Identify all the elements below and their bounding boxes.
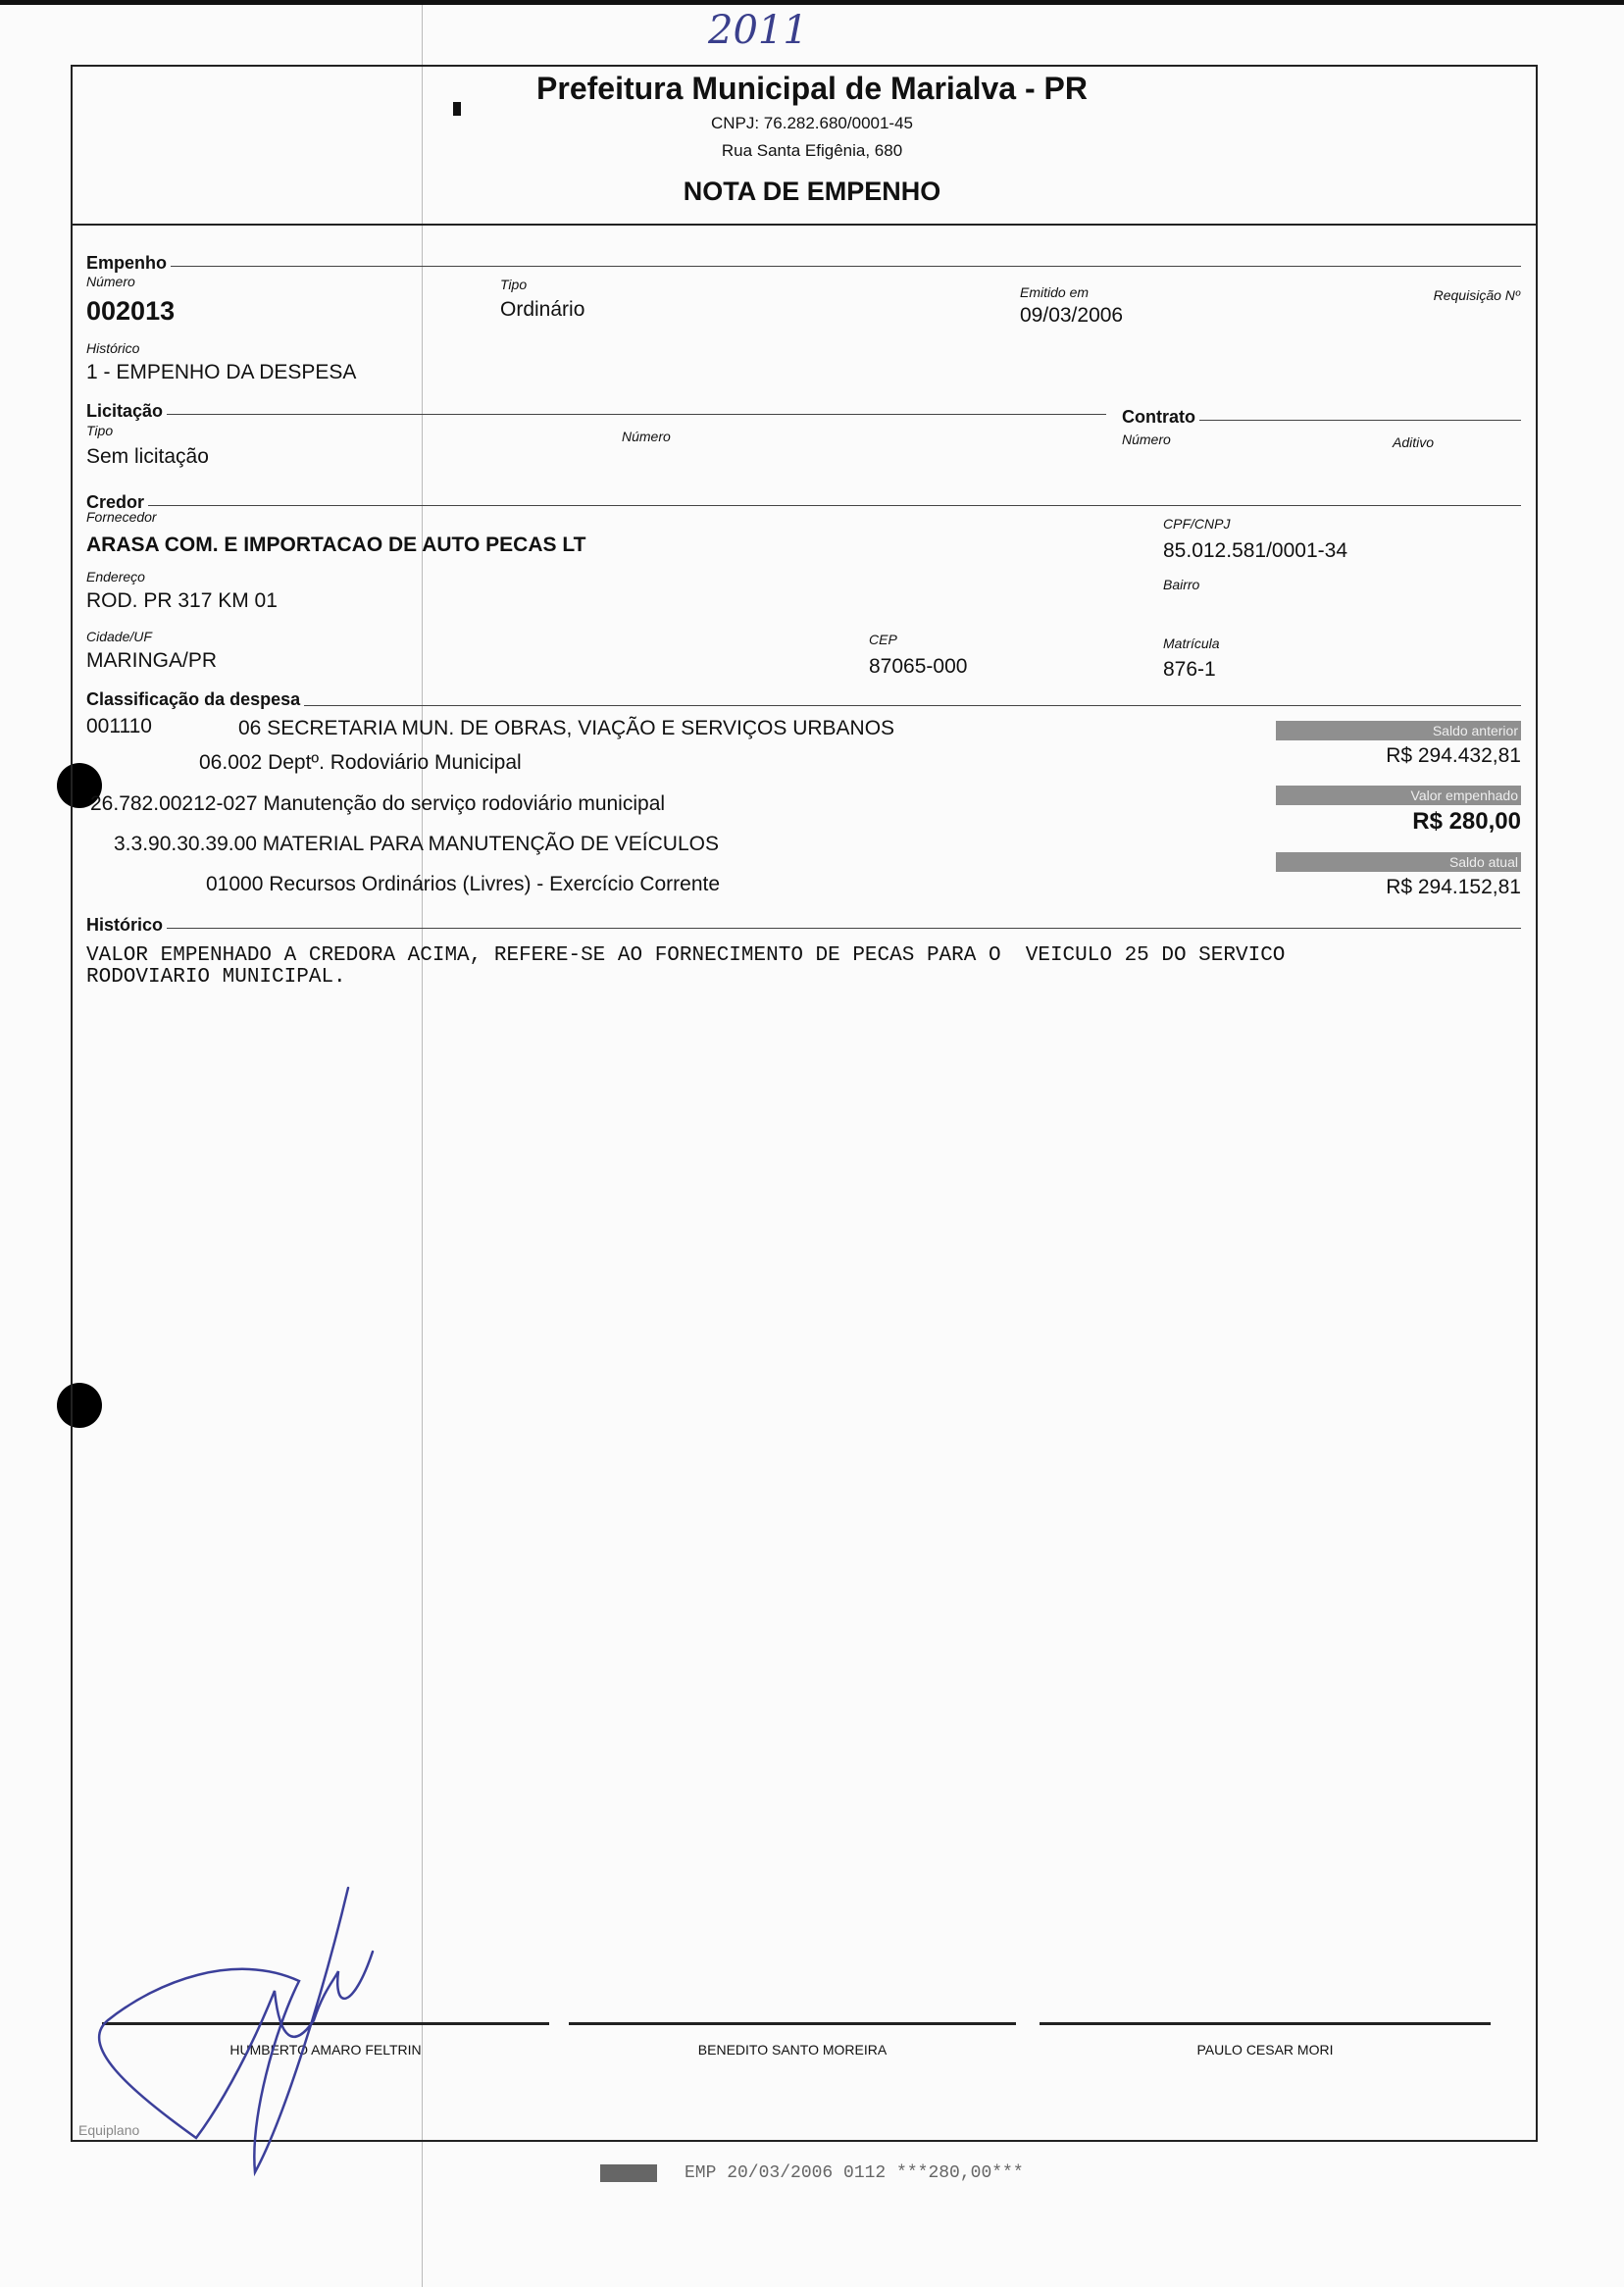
handwritten-year: 2011 bbox=[708, 8, 808, 53]
cep-label: CEP bbox=[869, 632, 897, 647]
software-label: Equiplano bbox=[78, 2122, 140, 2138]
requisicao-label: Requisição Nº bbox=[1433, 287, 1520, 303]
classificacao-line4: 3.3.90.30.39.00 MATERIAL PARA MANUTENÇÃO DE VEÍCULOS bbox=[114, 833, 719, 855]
empenho-numero-label: Número bbox=[86, 274, 135, 289]
signatory-3: PAULO CESAR MORI bbox=[1196, 2042, 1334, 2058]
credor-rule bbox=[86, 505, 1521, 506]
classificacao-line3: 26.782.00212-027 Manutenção do serviço rodoviário municipal bbox=[90, 792, 666, 815]
contrato-numero-label: Número bbox=[1122, 432, 1171, 447]
address-text: Rua Santa Efigênia, 680 bbox=[721, 141, 903, 160]
endereco-label: Endereço bbox=[86, 569, 145, 584]
cpf-label: CPF/CNPJ bbox=[1163, 516, 1231, 532]
signatory-1: HUMBERTO AMARO FELTRIN bbox=[229, 2042, 422, 2058]
bairro-label: Bairro bbox=[1163, 577, 1200, 592]
footer-stamp: EMP 20/03/2006 0112 ***280,00*** bbox=[685, 2163, 1024, 2183]
empenho-rule bbox=[86, 266, 1521, 267]
empenho-section-title: Empenho bbox=[86, 253, 171, 274]
header-divider bbox=[71, 224, 1538, 226]
emitido-date: 09/03/2006 bbox=[1020, 304, 1124, 327]
classificacao-code: 001110 bbox=[86, 715, 152, 737]
cpf-value: 85.012.581/0001-34 bbox=[1163, 539, 1348, 562]
classificacao-line5: 01000 Recursos Ordinários (Livres) - Exercício Corrente bbox=[206, 873, 721, 895]
cidade-label: Cidade/UF bbox=[86, 629, 152, 644]
licitacao-rule bbox=[86, 414, 1106, 415]
licitacao-section-title: Licitação bbox=[86, 401, 167, 422]
scan-top-edge bbox=[0, 0, 1624, 5]
emitido-label: Emitido em bbox=[1020, 284, 1090, 300]
matricula-value: 876-1 bbox=[1163, 658, 1216, 681]
classificacao-section-title: Classificação da despesa bbox=[86, 689, 304, 710]
signature-line-2 bbox=[569, 2022, 1016, 2025]
saldo-atual-label: Saldo atual bbox=[1276, 852, 1521, 872]
licitacao-numero-label: Número bbox=[622, 429, 671, 444]
classificacao-line1: 06 SECRETARIA MUN. DE OBRAS, VIAÇÃO E SERVIÇOS URBANOS bbox=[238, 717, 895, 739]
contrato-aditivo-label: Aditivo bbox=[1393, 434, 1435, 450]
endereco-value: ROD. PR 317 KM 01 bbox=[86, 589, 278, 612]
empenho-tipo: Ordinário bbox=[500, 298, 585, 321]
signatory-2: BENEDITO SANTO MOREIRA bbox=[697, 2042, 888, 2058]
empenho-tipo-label: Tipo bbox=[500, 277, 528, 292]
cidade-value: MARINGA/PR bbox=[86, 649, 218, 672]
credor-section-title: Credor bbox=[86, 492, 148, 513]
saldo-anterior-label: Saldo anterior bbox=[1276, 721, 1521, 740]
fornecedor-label: Fornecedor bbox=[86, 509, 157, 525]
classificacao-line2: 06.002 Deptº. Rodoviário Municipal bbox=[199, 751, 522, 774]
cnpj-text: CNPJ: 76.282.680/0001-45 bbox=[710, 114, 914, 132]
fornecedor-name: ARASA COM. E IMPORTACAO DE AUTO PECAS LT bbox=[86, 534, 586, 556]
historico-line2: RODOVIARIO MUNICIPAL. bbox=[86, 966, 346, 989]
contrato-section-title: Contrato bbox=[1122, 407, 1199, 428]
historico-rule bbox=[86, 928, 1521, 929]
historico-section-title: Histórico bbox=[86, 915, 167, 936]
barcode-icon bbox=[600, 2164, 657, 2182]
saldo-anterior-value: R$ 294.432,81 bbox=[1386, 744, 1521, 767]
valor-empenhado-value: R$ 280,00 bbox=[1412, 808, 1521, 835]
signature-line-3 bbox=[1040, 2022, 1491, 2025]
doc-title: NOTA DE EMPENHO bbox=[683, 177, 941, 206]
cep-value: 87065-000 bbox=[869, 655, 968, 678]
handwritten-signature bbox=[88, 1873, 441, 2187]
historico-line1: VALOR EMPENHADO A CREDORA ACIMA, REFERE-SE AO FORNECIMENTO DE PECAS PARA O VEICULO 25 DO SERVICO bbox=[86, 944, 1286, 967]
historico-label: Histórico bbox=[86, 340, 140, 356]
licitacao-tipo-label: Tipo bbox=[86, 423, 114, 438]
matricula-label: Matrícula bbox=[1163, 635, 1220, 651]
licitacao-tipo: Sem licitação bbox=[86, 445, 209, 468]
valor-empenhado-label: Valor empenhado bbox=[1276, 786, 1521, 805]
page-title: Prefeitura Municipal de Marialva - PR bbox=[536, 71, 1088, 106]
saldo-atual-value: R$ 294.152,81 bbox=[1386, 876, 1521, 898]
empenho-numero: 002013 bbox=[86, 296, 176, 326]
empenho-historico: 1 - EMPENHO DA DESPESA bbox=[86, 361, 357, 383]
